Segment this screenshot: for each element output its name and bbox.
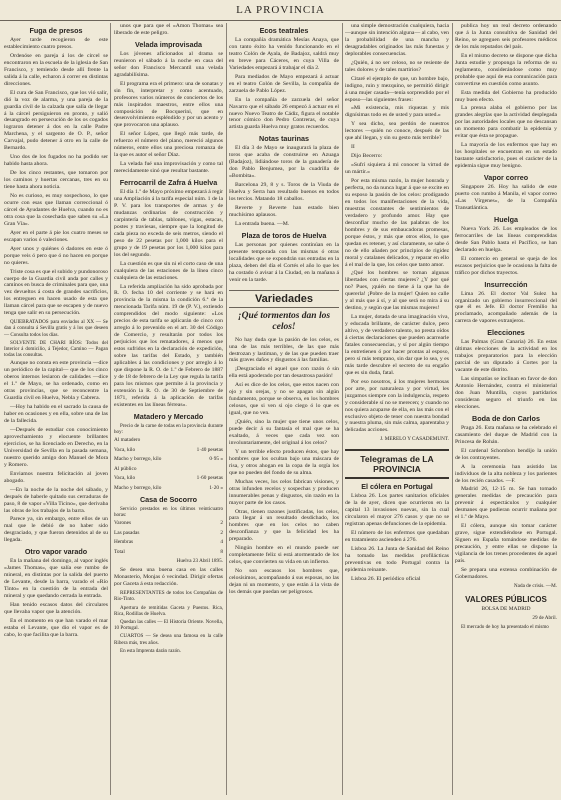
- table-cell: 1·60 pesetas: [196, 475, 223, 482]
- paragraph: Las Palmas (Gran Canaria) 26. En estas últimas elecciones de la actividad en los trabajos preparatorios para la elección parcial de un diputado á Cortes por la vacante de este distrito.: [455, 339, 557, 374]
- table-cell: Vaca, kilo: [114, 475, 136, 482]
- column-5: [455, 23, 557, 798]
- table-cell: Macho y borrego, kilo: [114, 485, 162, 492]
- paragraph: Nueva York 26. Los empleados de los ferrocarriles de las líneas comprendidas desde San Pablo hasta el Pacífico, se han declarado en huelga.: [455, 225, 557, 253]
- article-heading: Vapor correo: [483, 173, 529, 183]
- table-row: [114, 475, 223, 482]
- paragraph: ¡Quién, sino la mujer que tiene unos celos, puede decir á su fantasía el mal que se ha exaltado, á veces que cada vez son involuntariamente, del original á los celos?: [229, 419, 339, 446]
- paragraph: —Hoy ha habido en el sacrado la causa de haber en ocasiones y en ella, sobre una de las de la fallecida.: [4, 404, 108, 425]
- article-heading: Velada improvisada: [134, 39, 203, 49]
- table-row: [114, 549, 223, 556]
- notice-text: SOLVENTE DE CHARI RÍOS: Todos del Interior á domicilio, á Tejedor, Camino — Pagan todas las consultas.: [4, 339, 108, 359]
- paragraph: «Sufrí siquiera á mi conocer la virtud de un mártir.»: [345, 162, 449, 176]
- section-title: Variedades: [229, 290, 339, 308]
- paragraph: Praga 26. Esta mañana se ha celebrado el casamiento del duque de Madrid con la Princesa de Rohán.: [455, 424, 557, 445]
- paragraph: Lisboa 26. El periódico oficial: [351, 575, 421, 582]
- paragraph: ¿Quién, á no ser celoso, no se resiente de tales dolores y de tales martirios?: [345, 59, 449, 73]
- paragraph: Por esta misma razón, la mujer honrada y perfecta, no da nunca lugar á que se excite en su esposo la pasión de los celos: prodigando en todos los manifestaciones de la vida, muestras constantes de sentimientos de verdadero y profundo amor. Hay que desconfiar mucho de las palabras de los hombres y de sus embaucadoras promesas, porque éstos, y más que otros ellos, lo que quedan es retener, y así claramente, se sabe ó no de ello añaden por principios de rigidez moral y catalanes delicados, y reparar en ello á el mal de la que, los celos que tanto amor.: [345, 178, 449, 268]
- article-heading: Matadero y Mercado: [133, 411, 204, 421]
- signature: 29 de Abril.: [532, 614, 557, 621]
- table-cell: Varones: [114, 520, 132, 527]
- paragraph: publica hoy un real decreto ordenando que á la Junta consultiva de Sanidad del Reino, se agreguen seis profesores médicos de los más reputados del país.: [455, 23, 557, 50]
- subsection-title: BOLSA DE MADRID: [481, 605, 531, 612]
- article-heading: Elecciones: [487, 328, 525, 338]
- paragraph: El día 3 de Mayo se inaugurará la plaza de toros que acaba de construirse en Azuaga (Badajoz), lidiándose toros de la ganadería de don Pablo Benjumea, por la cuadrilla de «Bombita».: [229, 145, 339, 180]
- column-2: [114, 23, 223, 798]
- paragraph: De los cinco restantes, que tomaron por los caminos y huertas cercanas, tres en su tiene hasta ahora noticia.: [4, 170, 108, 191]
- paragraph: Y un terrible efecto producen éstos, que hay hombres que los ocultan bajo una máscara de risa, y otros ahogan en la copa de la orgía los que no pueden del fondo de su alma.: [229, 448, 339, 476]
- paragraph: Otras, tienen razones justificadas, los celos, para llegar á un resultado desdichado, los hombres que en los celos no caben desconfianza y que la felicidad les ha preparado.: [229, 508, 339, 543]
- paragraph: Así es dice de los celos, que estos nacen con ojo y sin orejas, y no se apagan sin algún fundamento, porque se observa, en los hombres celosos, que si ven si ojo ciego ó lo que es igual, que no ven.: [229, 382, 339, 417]
- table-cell: Total: [114, 548, 125, 555]
- paragraph: Muchas veces, los celos fabrican visiones, y otras infunden recelos y sospechas y producen innumerables penas y disgustos, sin razón en la mayor parte de los casos.: [229, 478, 339, 506]
- article-heading: Huelga: [494, 214, 518, 224]
- paragraph: Triste cosa es que el subido y pundonoroso cuerpo de la Guardia civil anda por calles y caminos en busca de criminales para que, una vez devueltos á costa de grandes sacrificios, los entreguen en hacen usado de esta que llaman cárcel para que se escapen y de nuevo tenga que salir en su persecución.: [4, 268, 108, 317]
- paragraph: No es curioso, es muy sospechoso, lo que ocurre con esas que llaman correccional ó cárcel de Ayudantes de Huelva, cuando no es otra cosa que la cosechada que saben su «La Gran Vía».: [4, 193, 108, 227]
- paragraph: Por eso nosotros, á los mujeres hermosas por arte, por naturaleza y por virtud, les juzgamos siempre con la indulgencia, respeto y considerable sí no se merecen; y cuando no nos quiera acuparse de ella, en las más con el exclusivo objeto de tener con nuestra bondad y nuestra pluma, sin más calma, aparentaba y delicadas acciones.: [345, 378, 449, 434]
- paragraph: una simple demostración cualquiera, hacia —aunque sin intención alguna— al cabo, ven la probabilidad de una mancha y desagradables originados las más funestas y deplorables consecuencias.: [345, 23, 449, 57]
- column-rule: [110, 23, 111, 795]
- paragraph: Enviamos nuestra felicitación al joven abogado.: [4, 470, 108, 484]
- notice-text: QUIEBRATADOS para enviados al XX — Se dan á consulta á Sevilla gratis y á los que deseen — Consulta todos los días.: [4, 319, 108, 338]
- paragraph: Las personas por quienes continúan en la presente temporada con las mismas ó otras localidades que se expondrán sus entradas en la plaza, deben del día el Cortés el año lo que les ha costado ó avisar á la Ciudad, en la mañana á venir en la tarde.: [229, 241, 339, 283]
- paragraph: El programa era el primero: una de sonatas y sin fin, interpretar y como acentuado, profesores varios números de conciertos de los más inspirados maestros, entre ellos una composición de Bocquerini, que en desenvolvimiento espléndido y por un acento y que provocaron una aplauso.: [114, 80, 223, 129]
- article-heading: Plaza de toros de Huelva: [241, 230, 327, 240]
- paragraph: El señor López, que llegó más tarde, de refuerzo el número del piano, mereció algunos números, entre ellos una preciosa romanza de la que es autor el señor Díaz.: [114, 131, 223, 159]
- paragraph: El cardenal Schombon bendijo la unión de los contrayentes.: [455, 447, 557, 461]
- article-heading: Ferrocarril de Zafra á Huelva: [119, 178, 218, 188]
- section-title: VALORES PÚBLICOS: [465, 594, 547, 604]
- table-cell: 1·40 pesetas: [196, 446, 223, 453]
- paragraph: Lisboa 26. La Junta de Sanidad del Reino ha tomado las medidas profilácticas preventivas en todo Portugal contra la epidemia reinante.: [345, 546, 449, 573]
- table-cell: Las pasadas: [114, 529, 140, 536]
- paragraph: Madrid 26, 12·15 m. Se han tomado generales medidas de precaución para prevenir á espectáculos y cualquier desmanes que pudieran ocurrir mañana por el 1.º de Mayo.: [455, 486, 557, 521]
- notice-text: Apertura de remitidas Gaceta y Puestos. Rica, Rica, Rodillas de Huelva.: [114, 604, 223, 617]
- paragraph: El cura de San Francisco, que los vió salir, dió la voz de alarma, y una pareja de la guardia civil de la calzada que salía de llegar á la cárcel persiguieron en pronto, y salió desangrado en persecución de los os cogados lograron detener á dos en la calle Padre Marchena, y el sargento de O. P., señor Carvajal, pudo detener á otro en la calle de Bernardo.: [4, 89, 108, 152]
- table-cell: 2: [220, 529, 223, 536]
- paragraph: La prensa alaba el gobierno por las grandes alegrías que la actividad desplegada por las autoridades locales que no descansan un momento para combatir la epidemia y evitar que ésta se propague.: [455, 105, 557, 140]
- notice-text: Precio de la carne de todas en la provincia durante hoy:: [114, 422, 223, 435]
- paragraph: Citaré el ejemplo de que, un hombre bajo, indigno, ruin y mezquino, se permitió dirigir á una mujer casada—tenía sorprendido por el esposo—las siguientes frases:: [345, 75, 449, 103]
- notice-text: Quedan las calles — El Historia Oriente. Novella, 10 Portugal.: [114, 619, 223, 632]
- notice-text: REPRESENTANTES de todos los Compañías de Rio-Tinto.: [114, 590, 223, 603]
- paragraph: Aunque no consta en este provincia —dice un periódico de la capital— que de los cinco oberos internos lesiaron de calidades —dice el 1.º de Mayo, se ha ordenado, como en otras provincias, que se reconcentre la Guardia civil en Huelva, Nebla y Cabrera.: [4, 360, 108, 402]
- paragraph: En la compañía de zarzuela del señor Navarro que el sábado 26 empezó á actuar en el nuevo Nuevo Teatro de Cádiz, figura el notable tenor cómico don Pedro Contreras, de cuya artista guarda Huelva muy gratos recuerdos.: [229, 96, 339, 131]
- paragraph: Uno dos de los fugados no ha podido ser habido hasta ahora.: [4, 154, 108, 168]
- paragraph: La compañía dramática Mesías Anaya, que con tanto éxito ha venido funcionando en el teatro Colón de Ayala, de Badajoz, saldrá muy en breve para Cáceres, en cuya Villa de Variedades empezará á trabajar el día 2.: [229, 37, 339, 71]
- paragraph: En el mismo decreto se dispone que dicha Junta estudie y proponga la reforma de su reglamento, considerándose como muy probable que aquí de esa comunicación para convertirse en cuestión como asunto.: [455, 52, 557, 87]
- paragraph: La cuestión es que sin ni el corto caso de una cualquiera de las estaciones de la línea cinco cualquiera de las estaciones.: [114, 260, 223, 281]
- table-row: [114, 456, 223, 463]
- paragraph: Singapore 26. Hoy ha salido de este puerto con rumbo á Manila, el vapor correo «Las Vírgenes», de la Compañía Transatlántica.: [455, 184, 557, 211]
- paragraph: Parece ya, sin embargo, entre ellos de un mal que le debió de no haber sido desgraciado, y que fueron detenidos al de su llegada.: [4, 516, 108, 544]
- paragraph: Ningún hombre en el mundo puede ser completamente feliz si está atormentado de los celos, que convierten su vida en un infierno.: [229, 545, 339, 566]
- table-cell: Macho y borrego, kilo: [114, 456, 162, 463]
- column-1: [4, 23, 108, 798]
- paragraph: Dijo Becerro:: [351, 153, 383, 160]
- paragraph: —Después de estudiar con conocimiento aprovechamiento y elocuente brillantes ejercicios, se ha licenciado en Derecho, en la Universidad de Sevilla en la pasada semana, nuestro querido amigo don Manuel de Mora y Romero.: [4, 427, 108, 468]
- paragraph: ¿Qué los hombres se tornan algunas libertades con ciertas mujeres? ¿Y por qué no? Pues, ¡quién no tiene á la que ha de quererla! ¡Pobre de la mujer! Quien no calle y al más que á sí, y al que será no mira á su destino, y según que las mismas mujeres!: [345, 270, 449, 312]
- paragraph: En el momento en que han varado el mar estaba el Levante, que dio el vapor es de cabo, lo que facilita que la barra.: [4, 617, 108, 638]
- article-heading: Fuga de presos: [29, 26, 83, 35]
- paragraph: No son escasos los hombres que, celosísimos, acompañando á sus esposas, no las dejan ni un momento, y que están á la vista de los demás que puedan ser peligrosos.: [229, 568, 339, 595]
- table-cell: 2: [220, 520, 223, 527]
- paragraph: Ordenóse en pareja á los de circel se encontraron en la escuela de la iglesia de San Francisco, y temiendo desde allí frente la salida á la calle, echaron á correr en distintas direcciones.: [4, 52, 108, 87]
- table-cell: 1·20 »: [209, 485, 223, 492]
- notice-text: El mercado de hoy ha presentado el mismo: [461, 623, 549, 630]
- paragraph: Esta medida del Gobierno ha producido muy buen efecto.: [455, 89, 557, 103]
- column-4: [345, 23, 449, 798]
- article-heading: El cólera en Portugal: [361, 482, 433, 492]
- table-row: [114, 447, 223, 454]
- paragraph: A la ceremonia han asistido las individuos de la alta nobleza y los parientes de los recién casados. —F.: [455, 463, 557, 484]
- paragraph: ¡Desgraciado el aquel que con razón ó sin ella está apoderado por tan desastrosa pasión!: [229, 366, 339, 380]
- table-cell: 4: [220, 539, 223, 546]
- paragraph: En la mañana del domingo, al vapor inglés «James Thomas», que salía ese rumbo de mineral, en distintas por la salida del puerto de Levante, desde la barra, varado el «Río Tinto» en la cuestión de la entrada del mineral y que quedando cerrada la entrada.: [4, 558, 108, 600]
- paragraph: Han tenido escasos datos del circulares que llevaba vapor que la atención.: [4, 601, 108, 615]
- paragraph: Se prepara una extensa combinación de Gobernadores.: [455, 566, 557, 580]
- notice-text: Servicio prestados en los últimos veinticuatro horas:: [114, 505, 223, 518]
- signature: J. MERELO Y CASADEMUNT.: [380, 436, 449, 443]
- paragraph: La mayoría de los enfermos que hay en los hospitales se encuentran en un estado bastante satisfactorio, pues el carácter de la epidemia sigue muy benigno.: [455, 142, 557, 170]
- article-heading: Casa de Socorro: [139, 494, 198, 504]
- column-3: [229, 23, 339, 798]
- column-rule: [342, 23, 343, 795]
- notice-text: En esta Imprenta darán razón.: [120, 647, 181, 654]
- paragraph: Las simpatías se inclinan en favor de don Antonio Hernández, contra el ministerial don Juan Muntilla, cuyos partidarios consideran seguro el triunfo en las elecciones.: [455, 376, 557, 410]
- paragraph: La referida ampliación ha sido aprobada por R. O. fecha 10 del corriente y se hará en provincia de la misma la condición 6.ª de la mencionada Tarifa núm. 19 de (P. V.), extiendo comprendidos del modo siguiente: «Los precios de esta tarifa se aplicarán de cinco con arreglo á lo prevenido en el art. 30 del Código de Comercio, y resultarán por todos los perjuicios que los rematadores, á menos que estos sufridos en la declaración de expedición, sobre las tarifas del Estado, y también aplicables á las condiciones y por arreglo á lo que dispone la R. O. de 1.º de Febrero de 1887 y de 18 de febrero de la Ley que regula la tarifa para los mismos que permite á la provincia y extensión la R. O. de 30 de Septiembre de 1871, referida á la aplicación de tarifas existentes en las líneas férreas».: [114, 283, 223, 408]
- paragraph: El día 1.º de Mayo próximo empezará á regir una Ampliación á la tarifa especial núm. 1 de la P. V. para los transportes de armas y de mudanzas ordinarias de construcción y carpintería de tablas, tablones, vigas, estacas, postes y traviesas, siempre que la longitud de cada pieza no exceda de seis metros, siendo el peso de 22 pesetas por 1,000 kilos para el grupo y de 19 pesetas por los 1,000 kilos para los del segundo.: [114, 189, 223, 258]
- signature: Huelva 23 Abril 1895.: [176, 558, 223, 565]
- article-heading: Otro vapor varado: [24, 547, 88, 557]
- article-title: ¡Qué tormentos dan los celos!: [237, 310, 331, 332]
- paragraph: La velada fué una improvisación y como tal merecidamente sinó que resultar bastante.: [114, 161, 223, 175]
- paragraph: La mujer, dotada de una imaginación viva, y educada brillante, de carácter dulce, pero altivo, y de verdadero talento, no presta oídos á ciertas declaraciones que pueden acarrearle fatales consecuencias, y sí por algún tiempo la entretienen ó por hacer prontas al esposo, pero sí más temprano, sin dar que lo sea, y es más tarde descubre el secreto de su engaño que es sin duda, fatal.: [345, 314, 449, 376]
- column-rule: [226, 23, 227, 795]
- paragraph: Lisboa 26. Los partes sanitarios oficiales de la de ayer, dicen que ocurrieron en la capital 13 invasiones nuevas, sin la cual circularon el mayor 276 casos y que no se registran apenas defunciones de la epidemia.: [345, 493, 449, 528]
- paragraph: El cólera, aunque sin tomar carácter grave, sigue extendiéndose en Portugal. Siguen en España tomándose medidas de precaución, y entre ellas se dispone la vigilancia de los trenes procedentes de aquel país.: [455, 523, 557, 564]
- paragraph: Reverte y Reverte han estado bien muchísimo aplausos.: [229, 205, 339, 218]
- paragraph: unos que para que el «Amon Thomas» sea liberado de este peligro.: [114, 23, 223, 36]
- article-heading: Ecos teatrales: [259, 26, 309, 35]
- notice-text: CUARTOS — Se desea una famosa en la calle Ribera más, tres años.: [114, 633, 223, 646]
- article-heading: Notas taurinas: [259, 134, 309, 144]
- section-title: Telegramas de LA PROVINCIA: [345, 449, 449, 479]
- paragraph: Ayer unos y quiénes ó dadores en este ó porque veis ó pero que ó no hacen en porque no quieres.: [4, 245, 108, 266]
- signature: Nada de crisis. —M.: [513, 582, 557, 589]
- masthead: LA PROVINCIA: [0, 0, 561, 21]
- article-heading: Boda de don Carlos: [472, 413, 540, 423]
- table-caption: Al matadero: [114, 437, 141, 444]
- table-row: [114, 485, 223, 492]
- paragraph: II: [351, 144, 355, 151]
- table-cell: 8: [220, 548, 223, 555]
- paragraph: Ayer en el parte á pie los cuatro meses se escapan varios ó valeciones.: [4, 229, 108, 243]
- paragraph: Lima 26. El doctor Val Sulez ha organizado un gobierno insurreccional del que él es Jefe. El doctor Fremilio ha proclamado, acompañado además de la carrera de vapores extranjeros.: [455, 290, 557, 325]
- paragraph: No hay duda que la pasión de los celos, es una de las más terribles, de las que más destrozan y lastiman, y de las que pueden traer más graves daños y disgustos á las familias.: [229, 336, 339, 364]
- table-row: [114, 530, 223, 537]
- paragraph: Y sea dicho, sea perdón de nuestros lectores —quién no conoce, después de las que ahí llegan, y sin su gesto más terrible?: [345, 121, 449, 142]
- paragraph: Los jóvenes aficionados al drama se reunieron el sábado á la noche en casa del señor don Francisco Mercantil una velada agradabilísima.: [114, 50, 223, 78]
- paragraph: El comercio en general se queja de los escasos perjuicios que le ocasiona la falta de tráfico por dichos trayectos.: [455, 255, 557, 276]
- table-cell: Vaca, kilo: [114, 446, 136, 453]
- table-row: [114, 520, 223, 527]
- paragraph: Barcelona 29, 8 y s. Toros de la Viuda de Huelva y Serra han resultado buenos en todos los tercios. Matando 18 caballos.: [229, 182, 339, 203]
- table-caption: Al público: [114, 465, 137, 472]
- paragraph: Ayer tarde recogieron de este establecimiento cuatro presos.: [4, 37, 108, 50]
- table-cell: 0·95 »: [209, 456, 223, 463]
- column-rule: [452, 23, 453, 795]
- paragraph: «Mi existencia, mis riquezas y mis dignísimas todo es de usted y para usted.»: [345, 105, 449, 119]
- paragraph: El número de los enfermos que quedaban en tratamiento ascienden á 276.: [345, 530, 449, 544]
- paragraph: La entrada buena. —M.: [235, 220, 290, 227]
- article-heading: Insurrección: [484, 279, 528, 289]
- paragraph: —En la noche de la noche del sábado, y después de haberle quitado sus cerraduras de paso, 8 de vapor «Villa Ticino», que derivaba las obras de los trabajos de la barra.: [4, 486, 108, 514]
- paragraph: Se desea una buena casa en las calles Monasterio, Monjas ó vecindad. Dirigir ofertas por Gaceta á esta redacción.: [114, 567, 223, 588]
- table-cell: Hembras: [114, 539, 134, 546]
- paragraph: Para mediados de Mayo empezará á actuar en el teatro Colón de Sevilla, la compañía de zarzuela de Pablo López.: [229, 73, 339, 94]
- table-row: [114, 539, 223, 546]
